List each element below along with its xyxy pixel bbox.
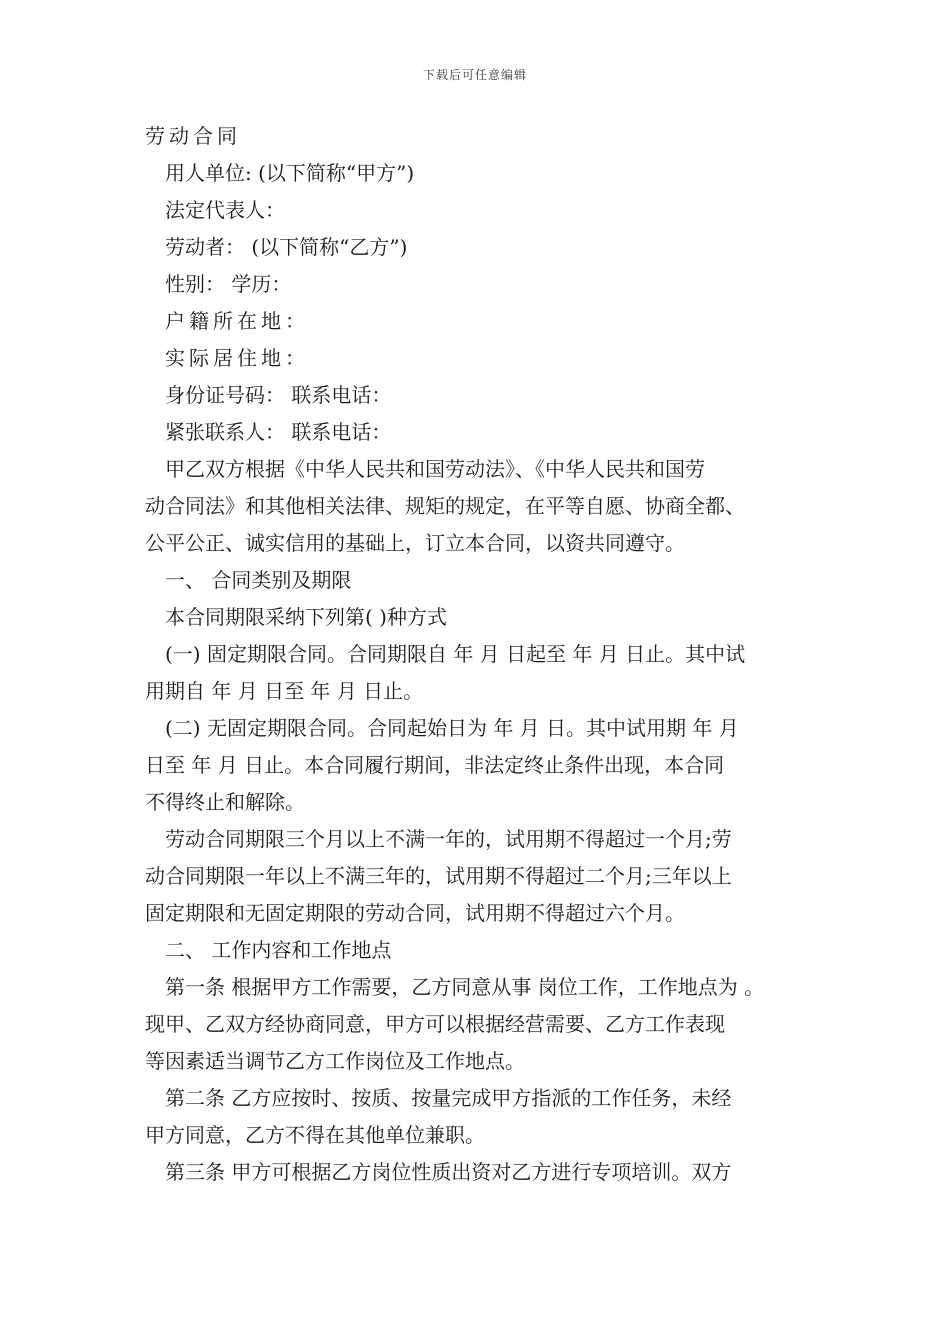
paragraph-line: 动合同法》和其他相关法律、规矩的规定，在平等自愿、协商全都、 — [145, 494, 745, 518]
document-title: 劳动合同 — [145, 124, 241, 148]
paragraph-line: 甲乙双方根据《中华人民共和国劳动法》、《中华人民共和国劳 — [165, 457, 705, 481]
section-heading: 一、 合同类别及期限 — [165, 568, 352, 592]
paragraph-line: 甲方同意，乙方不得在其他单位兼职。 — [145, 1123, 485, 1147]
document-body — [145, 118, 810, 1191]
paragraph-line: (一) 固定期限合同。合同期限自 年 月 日起至 年 月 日止。其中试 — [165, 642, 746, 666]
section-heading: 二、 工作内容和工作地点 — [165, 938, 392, 962]
paragraph-line: 劳动者： (以下简称“乙方”) — [165, 235, 408, 259]
paragraph-line: 日至 年 月 日止。本合同履行期间，非法定终止条件出现，本合同 — [145, 753, 725, 777]
paragraph-line: 第二条 乙方应按时、按质、按量完成甲方指派的工作任务，未经 — [165, 1086, 732, 1110]
paragraph-line: 用人单位: (以下简称“甲方”) — [165, 161, 415, 185]
paragraph-line: 第三条 甲方可根据乙方岗位性质出资对乙方进行专项培训。双方 — [165, 1160, 732, 1184]
paragraph-line: (二) 无固定期限合同。合同起始日为 年 月 日。其中试用期 年 月 — [165, 716, 739, 740]
paragraph-line: 户籍所在地： — [165, 309, 309, 333]
paragraph-line: 第一条 根据甲方工作需要，乙方同意从事 岗位工作，工作地点为 。 — [165, 975, 765, 999]
paragraph-line: 现甲、乙双方经协商同意，甲方可以根据经营需要、乙方工作表现 — [145, 1012, 725, 1036]
paragraph-line: 动合同期限一年以上不满三年的，试用期不得超过二个月;三年以上 — [145, 864, 732, 888]
paragraph-line: 紧张联系人： 联系电话： — [165, 420, 392, 444]
paragraph-line: 劳动合同期限三个月以上不满一年的，试用期不得超过一个月;劳 — [165, 827, 732, 851]
paragraph-line: 不得终止和解除。 — [145, 790, 305, 814]
paragraph-line: 身份证号码： 联系电话： — [165, 383, 392, 407]
paragraph-line: 性别： 学历： — [165, 272, 292, 296]
paragraph-line: 公平公正、诚实信用的基础上，订立本合同，以资共同遵守。 — [145, 531, 685, 555]
page-header-note: 下载后可任意编辑 — [422, 68, 527, 82]
paragraph-line: 固定期限和无固定期限的劳动合同，试用期不得超过六个月。 — [145, 901, 685, 925]
paragraph-line: 实际居住地： — [165, 346, 309, 370]
paragraph-line: 等因素适当调节乙方工作岗位及工作地点。 — [145, 1049, 525, 1073]
paragraph-line: 法定代表人： — [165, 198, 285, 222]
paragraph-line: 本合同期限采纳下列第( )种方式 — [165, 605, 447, 629]
paragraph-line: 用期自 年 月 日至 年 月 日止。 — [145, 679, 424, 703]
